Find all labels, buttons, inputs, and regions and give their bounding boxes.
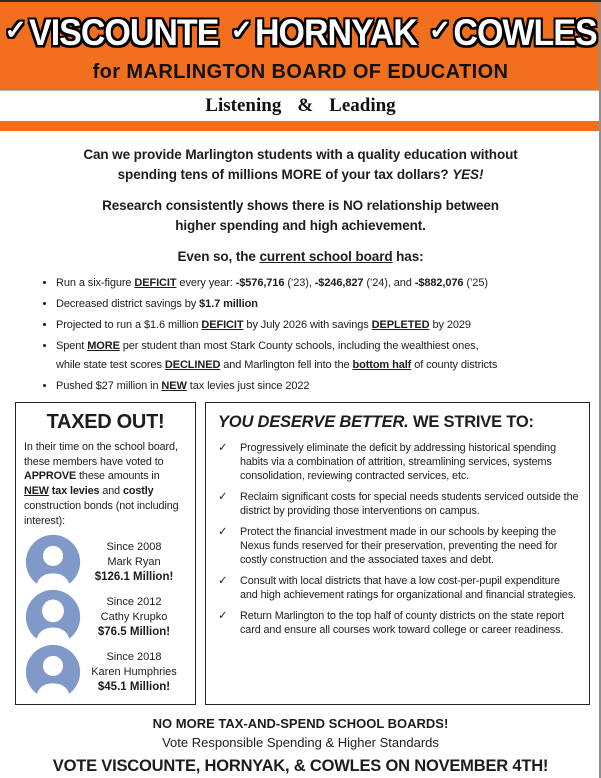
candidate-name: COWLES [453, 11, 597, 54]
checkmark-icon: ✓ [218, 525, 228, 538]
member-name: Cathy Krupko [100, 610, 168, 623]
member-amount: $126.1 Million! [94, 570, 174, 583]
candidate-name: VISCOUNTE [29, 11, 219, 54]
research-statement: Research consistently shows there is NO relationship between higher spending and high achievement. [102, 197, 499, 233]
member-name: Mark Ryan [107, 555, 161, 568]
checkmark-icon: ✓ [218, 490, 228, 503]
strive-item [218, 525, 579, 567]
header-subtitle: for MARLINGTON BOARD OF EDUCATION [92, 61, 509, 83]
member-text [81, 540, 187, 585]
strive-item-text: Protect the financial investment made in our schools by keeping the Nexus funds reserved for their preservation, preventing the need for costly construction and the associated taxes and debt. [240, 525, 558, 566]
intro-question: Can we provide Marlington students with a quality education without spending tens of millions MORE of your tax dollars? YES! [83, 147, 518, 182]
record-item: • Projected to run a $1.6 million DEFICIT by July 2026 with savings DEPLETED by 2029 [56, 316, 587, 335]
member-since: Since 2018 [106, 650, 162, 663]
member-name: Karen Humphries [91, 665, 177, 678]
taxed-out-box [15, 402, 196, 705]
orange-stripe [0, 121, 601, 131]
tagline-ampersand: & [297, 95, 314, 116]
flyer-footer [0, 714, 601, 778]
strive-item [218, 441, 579, 483]
candidate-names-row [0, 7, 601, 59]
record-item: • Run a six-figure DEFICIT every year: -$576,716 (’23), -$246,827 (’24), and -$882,076 (’25) [56, 274, 587, 293]
we-strive-box [205, 402, 590, 705]
board-member-row [24, 535, 187, 590]
tagline-word: Listening [205, 95, 282, 116]
candidate-viscounte [4, 11, 219, 54]
checkmark-icon: ✓ [218, 609, 228, 622]
member-amount: $45.1 Million! [97, 680, 171, 693]
flyer-body [0, 131, 601, 778]
record-item: • Spent MORE per student than most Stark County schools, including the wealthiest ones, while state test scores DECLINED and Marlington fell into the bottom half of county districts [56, 337, 587, 375]
member-text [81, 595, 187, 640]
board-member-row [24, 590, 187, 645]
candidate-cowles [428, 11, 597, 54]
footer-slogan: NO MORE TAX-AND-SPEND SCHOOL BOARDS! [152, 715, 449, 731]
taxed-out-title: TAXED OUT! [46, 410, 165, 433]
info-boxes [15, 402, 590, 705]
candidate-name: HORNYAK [255, 11, 417, 54]
checkmark-icon: ✓ [230, 14, 253, 45]
title-rest: WE STRIVE TO: [408, 412, 534, 431]
tagline-word: Leading [329, 95, 396, 116]
tagline-band [0, 90, 601, 121]
candidate-hornyak [230, 11, 417, 54]
checkmark-icon: ✓ [4, 14, 28, 45]
header-banner [0, 2, 601, 90]
member-since: Since 2012 [106, 595, 162, 608]
strive-item-text: Consult with local districts that have a low cost-per-pupil expenditure and high achievement ratings for organizational and financial strategies. [240, 574, 577, 601]
member-text [81, 650, 187, 695]
strive-item [218, 609, 579, 637]
footer-subslogan: Vote Responsible Spending & Higher Standards [162, 734, 439, 750]
checkmark-icon: ✓ [218, 574, 228, 587]
even-so-line: Even so, the current school board has: [177, 248, 424, 264]
checkmark-icon: ✓ [218, 441, 228, 454]
strive-item [218, 490, 579, 518]
strive-item-text: Return Marlington to the top half of county districts on the state report card and ensure all courses work toward college or career readiness. [240, 609, 564, 636]
record-item: • Decreased district savings by $1.7 million [56, 295, 587, 314]
checkmark-icon: ✓ [428, 14, 452, 45]
member-since: Since 2008 [106, 540, 162, 553]
footer-vote-call: VOTE VISCOUNTE, HORNYAK, & COWLES ON NOVEMBER 4TH! [52, 756, 549, 775]
we-strive-title [218, 413, 579, 432]
person-avatar-icon [25, 644, 81, 700]
person-avatar-icon [25, 589, 81, 645]
board-member-row [24, 645, 187, 700]
strive-item-text: Reclaim significant costs for special needs students serviced outside the district by providing those interventions on campus. [240, 490, 579, 517]
member-amount: $76.5 Million! [97, 625, 171, 638]
person-avatar-icon [25, 534, 81, 590]
strive-item-text: Progressively eliminate the deficit by addressing historical spending habits via a combination of attrition, streamlining services, systems consolidation, reviewing contracted services, etc. [240, 441, 556, 482]
taxed-out-description: In their time on the school board, these members have voted to APPROVE these amounts in NEW tax levies and costly construction bonds (not including interest): [24, 440, 179, 527]
strive-item [218, 574, 579, 602]
record-item: • Pushed $27 million in NEW tax levies just since 2022 [56, 377, 587, 396]
board-record-list [0, 274, 601, 396]
title-emphasis: YOU DESERVE BETTER. [218, 412, 409, 431]
